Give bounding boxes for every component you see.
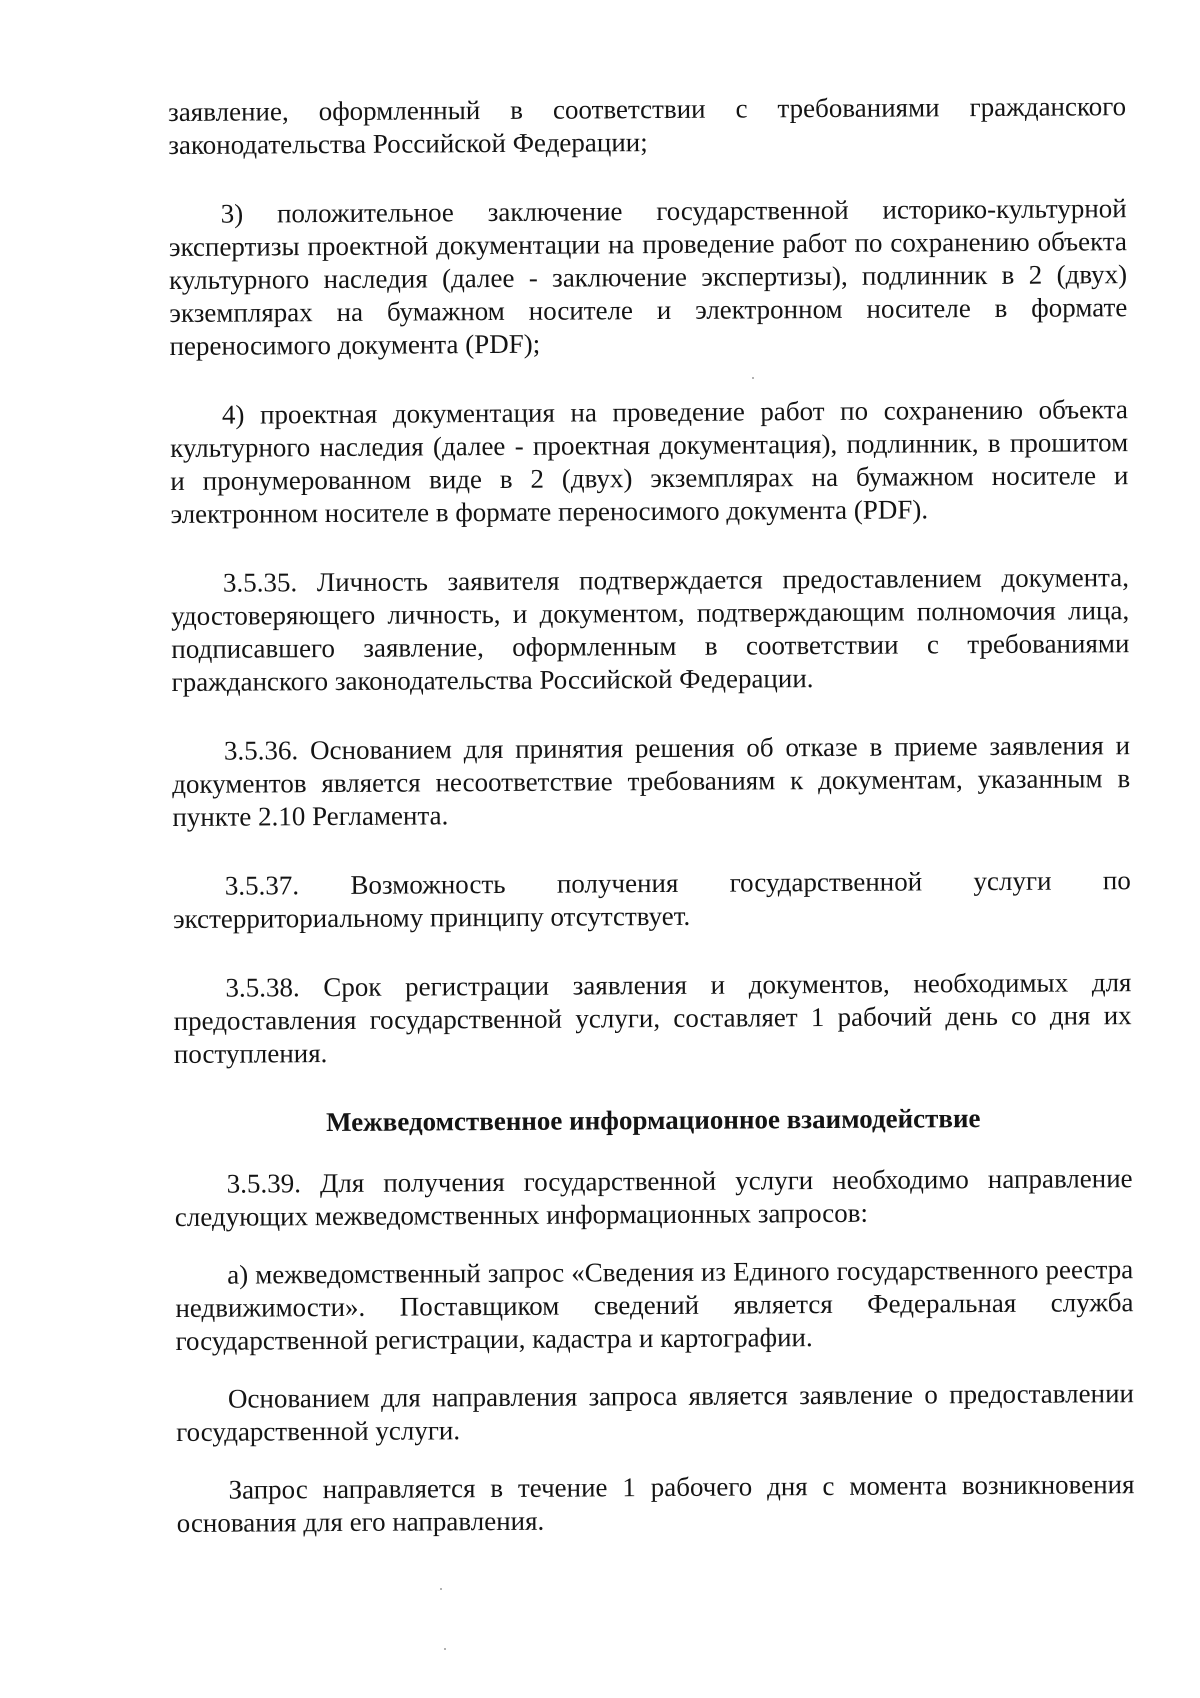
paragraph-3-5-35: 3.5.35. Личность заявителя подтверждается предоставлением документа, удостоверяющего личность, и документом, подтверждающим полномочия лица, подписавшего заявление, оформленным в соответствии с требованиями гражданского законодательства Российской Федерации. (171, 562, 1130, 697)
section-heading: Межведомственное информационное взаимодействие (325, 1103, 981, 1138)
paragraph-3-5-36: 3.5.36. Основанием для принятия решения об отказе в приеме заявления и документов является несоответствие требованиям к документам, указанным в пункте 2.10 Регламента. (172, 730, 1131, 832)
document-body (168, 90, 1135, 1565)
scan-speck (752, 377, 754, 379)
paragraph-request-a: а) межведомственный запрос «Сведения из Единого государственного реестра недвижимости». Поставщиком сведений является Федеральная служба государственной регистрации, кадастра и картографии. (175, 1254, 1134, 1356)
paragraph-continuation: заявление, оформленный в соответствии с требованиями гражданского законодательства Российской Федерации; (168, 91, 1127, 160)
scan-speck (444, 1648, 446, 1650)
scan-speck (440, 1588, 442, 1590)
paragraph-item-3: 3) положительное заключение государственной историко-культурной экспертизы проектной документации на проведение работ по сохранению объекта культурного наследия (далее - заключение экспертизы), подлинник в 2 (двух) экземплярах на бумажном носителе и электронном носителе в формате переносимого документа (PDF); (168, 193, 1128, 361)
paragraph-item-4: 4) проектная документация на проведение работ по сохранению объекта культурного наследия (далее - проектная документация), подлинник, в прошитом и пронумерованном виде в 2 (двух) экземплярах на бумажном носителе и электронном носителе в формате переносимого документа (PDF). (170, 394, 1129, 529)
paragraph-3-5-37: 3.5.37. Возможность получения государственной услуги по экстерриториальному принципу отсутствует. (172, 865, 1131, 934)
paragraph-3-5-39: 3.5.39. Для получения государственной услуги необходимо направление следующих межведомственных информационных запросов: (174, 1163, 1133, 1232)
paragraph-3-5-38: 3.5.38. Срок регистрации заявления и документов, необходимых для предоставления государственной услуги, составляет 1 рабочий день со дня их поступления. (173, 967, 1132, 1069)
paragraph-request-basis: Основанием для направления запроса является заявление о предоставлении государственной услуги. (176, 1378, 1135, 1447)
paragraph-request-deadline: Запрос направляется в течение 1 рабочего дня с момента возникновения основания для его направления. (176, 1469, 1135, 1538)
